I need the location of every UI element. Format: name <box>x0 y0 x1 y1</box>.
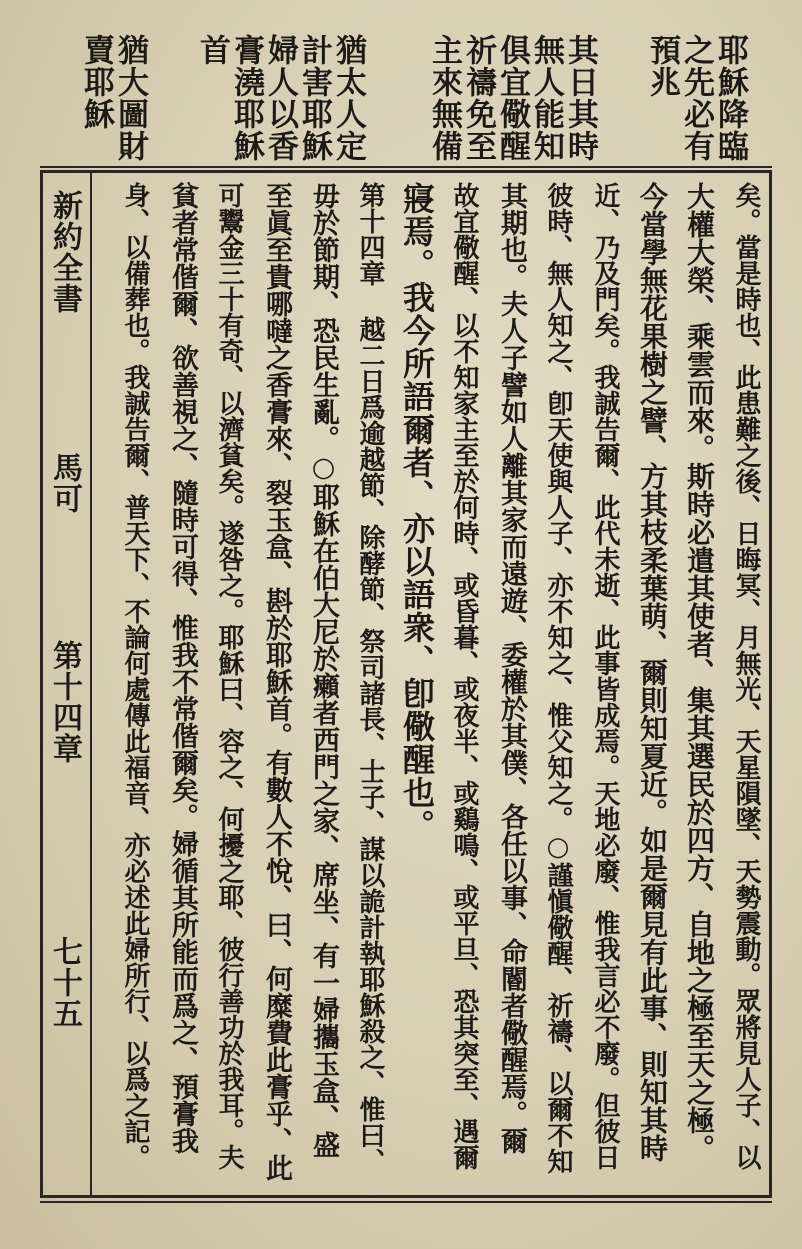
body-column: 大權大榮、乘雲而來。斯時必遣其使者、集其選民於四方、自地之極至天之極。 <box>683 182 716 1162</box>
body-column: 毋於節期、恐民生亂。○耶穌在伯大尼於癩者西門之家、席坐、有一婦攜玉盒、盛 <box>308 182 339 1158</box>
body-column: 彼時、無人知之、卽天使與人子、亦不知之、惟父知之。○謹愼儆醒、祈禱、以爾不知 <box>543 182 573 1174</box>
body-column: 貧者常偕爾、欲善視之、隨時可得、惟我不常偕爾矣。婦循其所能而爲之、預膏我 <box>167 182 198 1154</box>
header-note: 膏澆耶穌 <box>228 34 264 162</box>
body-column: 寢焉。我今所語爾者、亦以語衆、卽儆醒也。 <box>398 182 436 842</box>
body-column: 矣。當是時也、此患難之後、日晦冥、月無光、天星隕墜、天勢震動。眾將見人子、以 <box>731 182 761 1170</box>
header-note: 俱宜儆醒 <box>494 34 530 162</box>
header-note: 賣耶穌 <box>78 34 114 130</box>
body-column-chapter-start: 第十四章 越二日爲逾越節、除酵節、祭司諸長、士子、謀以詭計執耶穌殺之、惟曰、 <box>355 182 385 1174</box>
body-column: 近、乃及門矣。我誠告爾、此代未逝、此事皆成焉。天地必廢、惟我言必不廢。但彼日 <box>590 182 620 1170</box>
body-column: 可鬻金三十有奇、以濟貧矣。遂咎之。耶穌曰、容之、何擾之耶、彼行善功於我耳。夫 <box>214 182 244 1170</box>
body-column: 至眞至貴哪噠之香膏來、裂玉盒、斟於耶穌首。有數人不悅、曰、何糜費此膏乎、此 <box>261 182 292 1181</box>
header-note: 其日其時 <box>562 34 598 162</box>
body-column: 其期也。夫人子譬如人離其家而遠遊、委權於其僕、各任以事、命閽者儆醒焉。爾 <box>496 182 527 1154</box>
header-note: 婦人以香 <box>262 34 298 162</box>
body-column: 今當學無花果樹之譬、方其枝柔葉萌、爾則知夏近。如是爾見有此事、則知其時 <box>636 182 669 1162</box>
frame-rule-top <box>40 166 772 168</box>
body-column: 故宜儆醒、以不知家主至於何時、或昏暮、或夜半、或鷄鳴、或平旦、恐其突至、遇爾 <box>449 182 479 1170</box>
chapter-label: 第十四章 <box>47 640 82 764</box>
frame-rule-bottom <box>40 1201 772 1203</box>
header-note: 猶太人定 <box>330 34 366 162</box>
header-note: 主來無備 <box>426 34 462 162</box>
header-note: 祈禱免至 <box>460 34 496 162</box>
header-note: 猶大圖財 <box>112 34 148 162</box>
header-note: 無人能知 <box>528 34 564 162</box>
header-note: 首 <box>194 34 230 66</box>
header-note: 計害耶穌 <box>296 34 332 162</box>
gospel-name: 馬可 <box>47 452 82 514</box>
book-title: 新約全書 <box>47 190 82 314</box>
header-note: 耶穌降臨 <box>712 34 748 162</box>
margin-divider <box>90 172 92 1196</box>
page-number: 七十五 <box>47 936 82 1029</box>
header-note: 預兆 <box>644 34 680 98</box>
header-note: 之先必有 <box>678 34 714 162</box>
body-column: 身、以備葬也。我誠告爾、普天下、不論何處傳此福音、亦必述此婦所行、以爲之記。 <box>120 182 150 1170</box>
